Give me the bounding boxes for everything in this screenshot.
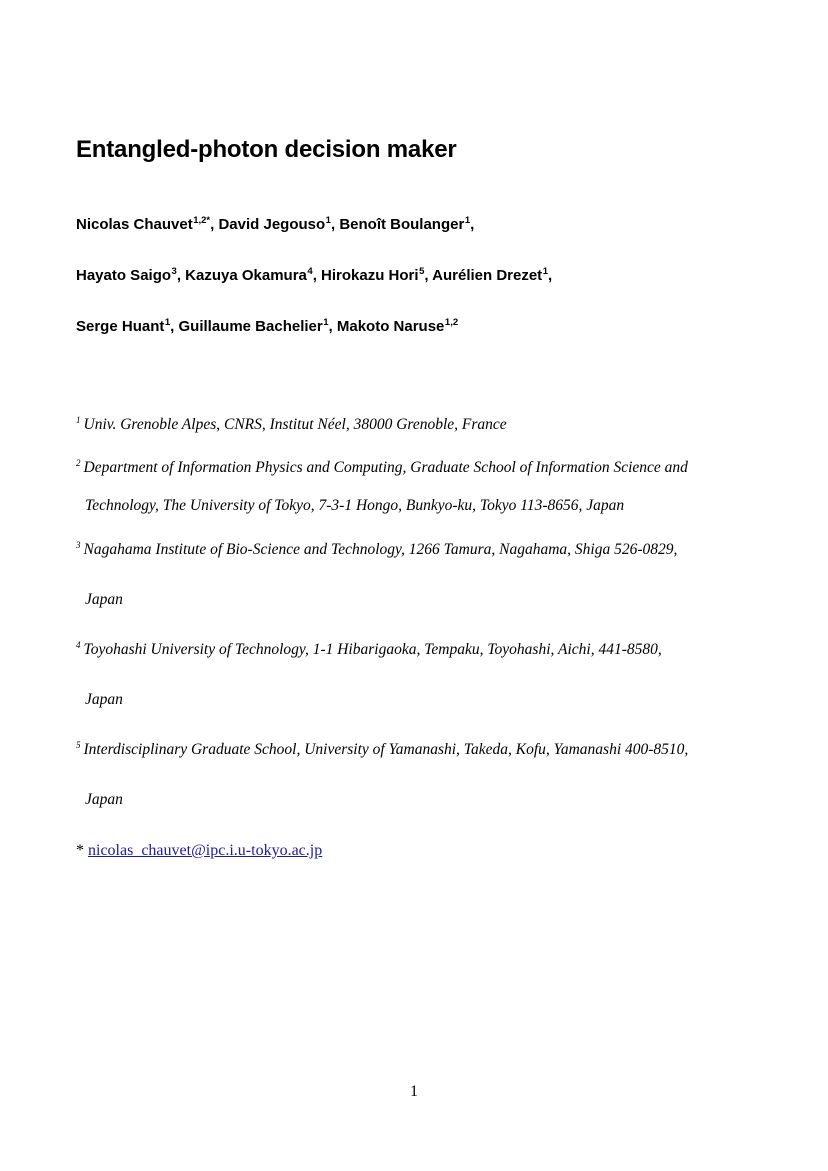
author-affiliation-marker: 5	[419, 266, 425, 277]
affiliation-number: 2	[76, 458, 81, 468]
paper-title: Entangled-photon decision maker	[76, 136, 457, 163]
corresponding-marker: *	[76, 842, 84, 859]
author-affiliation-marker: 1,2	[444, 317, 459, 328]
author-separator: ,	[470, 216, 475, 233]
author-name: Hirokazu Hori	[321, 267, 419, 284]
author-separator: ,	[170, 318, 179, 335]
author-affiliation-marker: 1,2*	[193, 215, 211, 226]
affiliation-5-continued: Japan	[85, 791, 123, 808]
affiliation-3	[76, 541, 677, 559]
affiliation-2-continued: Technology, The University of Tokyo, 7-3-1 Hongo, Bunkyo-ku, Tokyo 113-8656, Japan	[85, 497, 625, 514]
author-name: Guillaume Bachelier	[178, 318, 323, 335]
affiliation-text: Interdisciplinary Graduate School, University of Yamanashi, Takeda, Kofu, Yamanashi 400-8510,	[83, 741, 689, 758]
author-separator: ,	[547, 267, 553, 284]
author-affiliation-marker: 1	[542, 266, 548, 277]
author-name: Makoto Naruse	[336, 318, 445, 335]
affiliation-2	[76, 459, 688, 477]
affiliation-1	[76, 416, 507, 434]
author-affiliation-marker: 1	[323, 317, 329, 328]
affiliation-3-continued: Japan	[85, 591, 123, 608]
email-link[interactable]: nicolas_chauvet@ipc.i.u-tokyo.ac.jp	[88, 842, 323, 859]
author-name: Serge Huant	[76, 318, 165, 335]
author-separator: ,	[424, 267, 433, 284]
affiliation-text: Univ. Grenoble Alpes, CNRS, Institut Néel, 38000 Grenoble, France	[83, 416, 507, 433]
author-name: Hayato Saigo	[76, 267, 172, 284]
affiliation-number: 3	[76, 540, 81, 550]
corresponding-author	[76, 842, 322, 860]
author-separator: ,	[312, 267, 322, 284]
affiliation-text: Department of Information Physics and Computing, Graduate School of Information Science and	[83, 459, 688, 476]
affiliation-4-continued: Japan	[85, 691, 123, 708]
author-name: Aurélien Drezet	[432, 267, 543, 284]
author-affiliation-marker: 3	[171, 266, 177, 277]
affiliation-number: 1	[76, 415, 81, 425]
page-number: 1	[410, 1083, 418, 1100]
author-separator: ,	[176, 267, 186, 284]
affiliation-5	[76, 741, 688, 759]
affiliation-4	[76, 641, 662, 659]
author-name: Kazuya Okamura	[185, 267, 307, 284]
affiliation-number: 5	[76, 740, 81, 750]
author-line-3	[76, 318, 458, 335]
author-name: Benoît Boulanger	[339, 216, 465, 233]
author-affiliation-marker: 1	[325, 215, 331, 226]
affiliation-number: 4	[76, 640, 81, 650]
author-affiliation-marker: 1	[164, 317, 171, 328]
author-affiliation-marker: 1	[464, 215, 471, 226]
author-name: David Jegouso	[218, 216, 326, 233]
author-separator: ,	[328, 318, 337, 335]
author-line-1	[76, 216, 474, 233]
author-separator: ,	[330, 216, 340, 233]
affiliation-text: Toyohashi University of Technology, 1-1 Hibarigaoka, Tempaku, Toyohashi, Aichi, 441-8580,	[83, 641, 662, 658]
author-separator: ,	[210, 216, 219, 233]
author-affiliation-marker: 4	[307, 266, 313, 277]
author-line-2	[76, 267, 552, 284]
affiliation-text: Nagahama Institute of Bio-Science and Technology, 1266 Tamura, Nagahama, Shiga 526-0829,	[83, 541, 678, 558]
author-name: Nicolas Chauvet	[76, 216, 193, 233]
